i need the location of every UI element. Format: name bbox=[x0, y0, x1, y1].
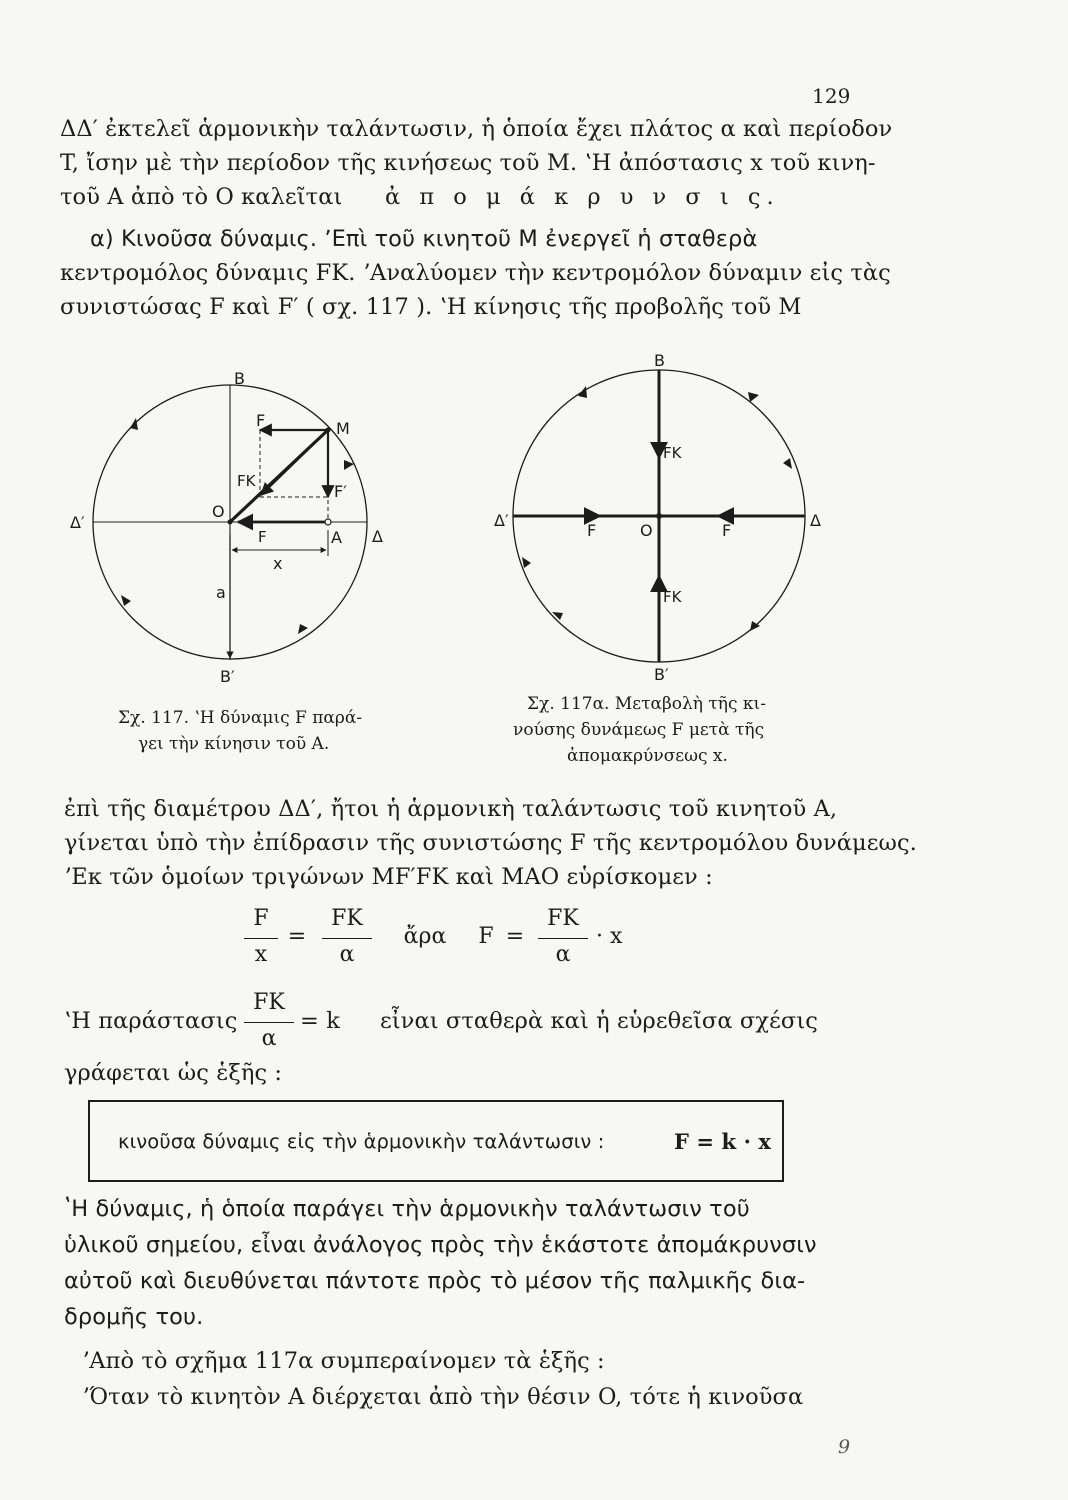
paragraph-1-line-3a: τοῦ A ἀπὸ τὸ O καλεῖται bbox=[60, 184, 343, 210]
section-alpha-line-2: κεντρομόλος δύναμις FK. ʼΑναλύομεν τὴν κεντρομόλον δύναμιν εἰς τὰς bbox=[60, 260, 891, 286]
eq1-mid-denominator: α bbox=[339, 942, 355, 967]
eq1-f: F bbox=[478, 924, 494, 949]
label-o: O bbox=[212, 502, 225, 521]
label-delta-prime: Δ′ bbox=[494, 511, 509, 530]
point-o bbox=[228, 520, 233, 525]
label-delta: Δ bbox=[372, 527, 383, 546]
paragraph-1-line-1: ΔΔ′ ἐκτελεῖ ἁρμονικὴν ταλάντωσιν, ἡ ὁποία ἔχει πλάτος α καὶ περίοδον bbox=[60, 116, 893, 142]
eq2-denominator: α bbox=[261, 1026, 277, 1051]
paragraph-4-line-1: ʼΑπὸ τὸ σχῆμα 117α συμπεραίνομεν τὰ ἑξῆς : bbox=[82, 1348, 605, 1374]
page-number: 129 bbox=[812, 84, 851, 108]
label-b-prime: B′ bbox=[220, 667, 235, 686]
point-m bbox=[326, 428, 331, 433]
eq2-equals-k: = k bbox=[300, 1008, 340, 1034]
paragraph-3-line-1: ʽH δύναμις, ἡ ὁποία παράγει τὴν ἁρμονικὴν ταλάντωσιν τοῦ bbox=[64, 1196, 750, 1222]
point-a bbox=[325, 519, 331, 525]
eq1-times-x: · x bbox=[596, 924, 623, 949]
eq1-rhs-bar bbox=[538, 938, 588, 939]
eq2-numerator: FK bbox=[253, 990, 285, 1015]
paragraph-3-line-2: ὑλικοῦ σημείου, εἶναι ἀνάλογος πρὸς τὴν ἑκάστοτε ἀπομάκρυνσιν bbox=[64, 1232, 817, 1258]
eq1-mid-numerator: FK bbox=[331, 906, 363, 931]
eq1-equals: = bbox=[287, 924, 307, 949]
label-f-prime: F′ bbox=[334, 482, 347, 501]
label-fk: FK bbox=[237, 472, 256, 490]
orbit-arrow-head bbox=[783, 458, 792, 469]
paragraph-3-line-4: δρομῆς του. bbox=[64, 1304, 204, 1330]
eq1-rhs-denominator: α bbox=[555, 942, 571, 967]
label-a-radius: a bbox=[216, 583, 226, 602]
label-delta: Δ bbox=[810, 511, 821, 530]
paragraph-2-line-1: ἐπὶ τῆς διαμέτρου ΔΔ′, ἤτοι ἡ ἁρμονικὴ ταλάντωσις τοῦ κινητοῦ A, bbox=[64, 796, 838, 822]
caption-117a-line-2: νούσης δυνάμεως F μετὰ τῆς bbox=[513, 720, 765, 740]
eq1-ara: ἄρα bbox=[403, 924, 447, 949]
point-o bbox=[656, 513, 662, 519]
eq1-rhs-numerator: FK bbox=[547, 906, 579, 931]
term-apomakrynsis: ἀ π ο μ ά κ ρ υ ν σ ι ς. bbox=[385, 184, 780, 210]
grafetai-line: γράφεται ὡς ἑξῆς : bbox=[64, 1060, 283, 1086]
orbit-arrow-head bbox=[578, 386, 587, 398]
label-b: B bbox=[654, 351, 665, 370]
orbit-arrow-head bbox=[121, 595, 131, 606]
label-x: x bbox=[273, 554, 283, 573]
section-alpha-line-3: συνιστώσας F καὶ F′ ( σχ. 117 ). ʽH κίνησις τῆς προβολῆς τοῦ M bbox=[60, 294, 802, 320]
eq2-prefix: ʽH παράστασις bbox=[64, 1008, 238, 1034]
label-f-left: F bbox=[587, 521, 597, 540]
label-m: M bbox=[336, 419, 350, 438]
caption-117a-line-3: ἀπομακρύνσεως x. bbox=[567, 746, 728, 766]
paragraph-2-line-2: γίνεται ὑπὸ τὴν ἐπίδρασιν τῆς συνιστώσης F τῆς κεντρομόλου δυνάμεως. bbox=[64, 830, 917, 856]
eq1-lhs-bar bbox=[244, 938, 278, 939]
label-f-bottom: F bbox=[258, 528, 267, 546]
paragraph-3-line-3: αὐτοῦ καὶ διευθύνεται πάντοτε πρὸς τὸ μέσον τῆς παλμικῆς δια- bbox=[64, 1268, 806, 1294]
orbit-arrow-head bbox=[522, 557, 531, 568]
orbit-arrow-head bbox=[298, 624, 308, 634]
eq1-mid-bar bbox=[322, 938, 372, 939]
paragraph-2-line-3: ʼΕκ τῶν ὁμοίων τριγώνων MF′FK καὶ MAO εὑρίσκομεν : bbox=[64, 864, 713, 890]
eq1-lhs-numerator: F bbox=[253, 906, 269, 931]
section-alpha-line-1: α) Κινοῦσα δύναμις. ʼΕπὶ τοῦ κινητοῦ M ἐνεργεῖ ἡ σταθερὰ bbox=[90, 226, 758, 252]
label-fk-top: FK bbox=[663, 444, 682, 462]
boxed-formula-text: κινοῦσα δύναμις εἰς τὴν ἁρμονικὴν ταλάντωσιν : bbox=[118, 1130, 605, 1153]
caption-117-line-1: Σχ. 117. ʽH δύναμις F παρά- bbox=[118, 708, 363, 728]
eq2-suffix: εἶναι σταθερὰ καὶ ἡ εὑρεθεῖσα σχέσις bbox=[380, 1008, 818, 1034]
label-b-prime: B′ bbox=[654, 665, 669, 684]
orbit-arrow-head bbox=[748, 392, 759, 402]
orbit-arrow-head bbox=[130, 418, 138, 430]
force-fk-arrow bbox=[261, 430, 328, 495]
footer-signature-mark: 9 bbox=[838, 1436, 851, 1458]
paragraph-1-line-2: T, ἴσην μὲ τὴν περίοδον τῆς κινήσεως τοῦ M. ʽH ἀπόστασις x τοῦ κινη- bbox=[60, 150, 876, 176]
figure-117 bbox=[60, 360, 460, 700]
label-f-right: F bbox=[722, 521, 732, 540]
label-a-point: A bbox=[331, 528, 342, 547]
paragraph-4-line-2: ʼΌταν τὸ κινητὸν A διέρχεται ἀπὸ τὴν θέσιν O, τότε ἡ κινοῦσα bbox=[82, 1384, 804, 1410]
eq2-bar bbox=[244, 1022, 294, 1023]
eq1-lhs-denominator: x bbox=[254, 942, 268, 967]
caption-117a-line-1: Σχ. 117α. Μεταβολὴ τῆς κι- bbox=[527, 694, 766, 714]
eq1-equals-2: = bbox=[505, 924, 525, 949]
label-fk-bottom: FK bbox=[663, 588, 682, 606]
label-f: F bbox=[256, 411, 266, 430]
orbit-arrow-head bbox=[552, 612, 563, 620]
caption-117-line-2: γει τὴν κίνησιν τοῦ A. bbox=[138, 734, 330, 754]
label-delta-prime: Δ′ bbox=[70, 513, 85, 532]
boxed-formula bbox=[88, 1100, 784, 1182]
figure-117a bbox=[490, 340, 840, 690]
boxed-formula-equation: F = k · x bbox=[674, 1129, 772, 1154]
label-o: O bbox=[640, 521, 653, 540]
label-b: B bbox=[234, 369, 245, 388]
